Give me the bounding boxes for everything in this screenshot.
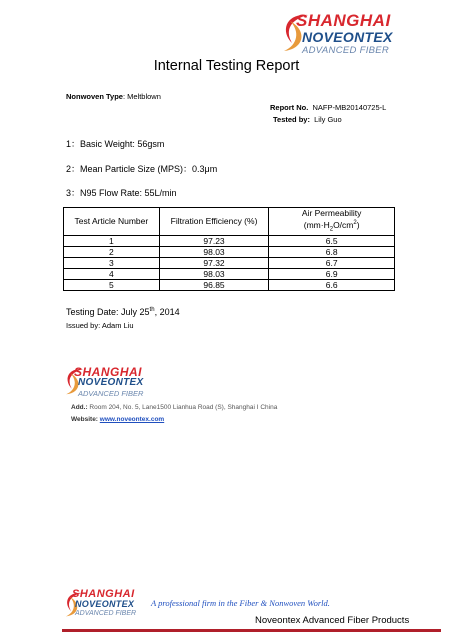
table-row — [64, 268, 395, 279]
cell-air-permeability: 6.8 — [269, 246, 395, 257]
table-header-row — [64, 208, 395, 236]
report-number-label: Report No. — [270, 103, 309, 112]
tested-by-label: Tested by: — [273, 115, 310, 124]
cell-air-permeability: 6.7 — [269, 257, 395, 268]
address-label: Add.: — [71, 404, 88, 411]
logo-word-shanghai: SHANGHAI — [296, 11, 391, 30]
header-air-permeability-line1: Air Permeability — [301, 208, 362, 218]
tested-by — [273, 115, 342, 124]
report-title: Internal Testing Report — [153, 58, 300, 74]
logo-word-noveontex: NOVEONTEX — [75, 599, 135, 609]
header-air-permeability-unit: $(mm\cdot H_2O/cm^2)$ — [303, 219, 360, 233]
header-air-permeability — [269, 208, 395, 236]
footer-divider-bar — [62, 629, 441, 632]
company-address — [71, 404, 277, 411]
logo-word-shanghai: SHANGHAI — [74, 365, 143, 379]
table-row — [64, 257, 395, 268]
cell-efficiency: 96.85 — [159, 279, 269, 290]
cell-article: 4 — [64, 268, 160, 279]
company-website — [71, 416, 164, 423]
cell-air-permeability: 6.5 — [269, 235, 395, 246]
cell-air-permeability: 6.6 — [269, 279, 395, 290]
cell-efficiency: 97.32 — [159, 257, 269, 268]
tested-by-value: Lily Guo — [314, 115, 342, 124]
company-logo-footer — [62, 588, 157, 622]
results-table — [63, 207, 395, 291]
spec-item-basic-weight: 1：Basic Weight: 56gsm — [66, 139, 165, 149]
issued-by: Issued by: Adam Liu — [66, 321, 134, 330]
logo-word-advanced-fiber: ADVANCED FIBER — [78, 389, 144, 398]
logo-word-shanghai: SHANGHAI — [72, 588, 135, 600]
cell-efficiency: 98.03 — [159, 246, 269, 257]
nonwoven-type-label: Nonwoven Type — [66, 92, 123, 101]
logo-word-noveontex: NOVEONTEX — [78, 377, 144, 388]
report-number-value: NAFP-MB20140725-L — [312, 103, 387, 112]
cell-air-permeability: 6.9 — [269, 268, 395, 279]
cell-article: 2 — [64, 246, 160, 257]
header-test-article-number: Test Article Number — [64, 208, 160, 236]
cell-article: 5 — [64, 279, 160, 290]
table-row — [64, 235, 395, 246]
testing-date: Testing Date: July 25th, 2014 — [66, 307, 180, 317]
nonwoven-type — [66, 92, 161, 101]
company-logo-middle — [62, 364, 172, 400]
cell-efficiency: 97.23 — [159, 235, 269, 246]
table-row — [64, 279, 395, 290]
header-filtration-efficiency: Filtration Efficiency (%) — [159, 208, 269, 236]
logo-word-advanced-fiber: ADVANCED FIBER — [75, 610, 137, 617]
logo-word-noveontex: NOVEONTEX — [302, 29, 393, 45]
spec-item-particle-size: 2：Mean Particle Size (MPS)：0.3μm — [66, 164, 218, 174]
spec-item-flow-rate: 3：N95 Flow Rate: 55L/min — [66, 188, 177, 198]
company-logo-top — [278, 9, 428, 57]
cell-article: 1 — [64, 235, 160, 246]
company-slogan: A professional firm in the Fiber & Nonwoven World. — [151, 598, 330, 608]
website-link[interactable]: www.noveontex.com — [99, 416, 165, 423]
address-value: Room 204, No. 5, Lane1500 Lianhua Road (S), Shanghai I China — [89, 404, 278, 411]
website-label: Website: — [71, 416, 98, 423]
nonwoven-type-value: : Meltblown — [122, 92, 161, 101]
cell-article: 3 — [64, 257, 160, 268]
logo-word-advanced-fiber: ADVANCED FIBER — [302, 45, 390, 56]
table-row — [64, 246, 395, 257]
footer-company-name: Noveontex Advanced Fiber Products — [255, 615, 410, 626]
report-number — [270, 103, 386, 112]
cell-efficiency: 98.03 — [159, 268, 269, 279]
